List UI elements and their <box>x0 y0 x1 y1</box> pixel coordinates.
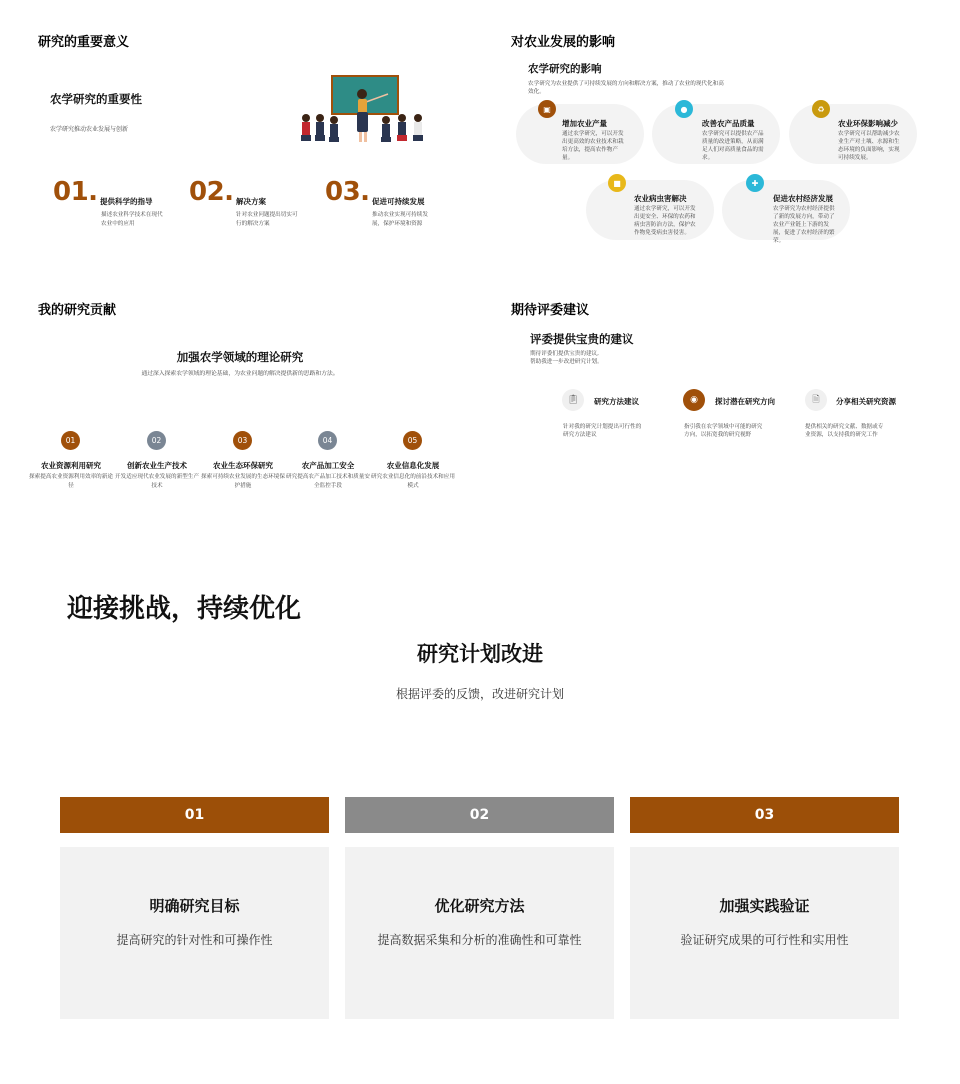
suggestion-desc: 针对我的研究计划提出可行性的研究方法建议 <box>563 424 642 438</box>
card-desc: 提高数据采集和分析的准确性和可靠性 <box>377 933 582 947</box>
impact-desc: 农学研究为农村经济提供了新的发展方向，带动了农业产业链上下游的发展，促进了农村经济的繁荣。 <box>773 206 835 244</box>
panel1-item-desc: 描述农业科学技术在现代农业中的应用 <box>101 212 163 227</box>
clipboard-icon: 📋︎ <box>562 389 584 411</box>
impact-label: 农业环保影响减少 <box>838 119 898 128</box>
improvement-card <box>630 847 899 1019</box>
suggestion-label: 分享相关研究资源 <box>836 397 896 406</box>
contribution-number: 03 <box>233 431 252 450</box>
panel1-item-number: 02. <box>189 177 234 207</box>
impact-desc: 通过农学研究，可以开发出更安全、环保的农药和病虫害防治方法，保护农作物免受病虫害侵害。 <box>634 206 696 236</box>
contribution-number: 04 <box>318 431 337 450</box>
growth-icon: ✚ <box>746 174 764 192</box>
contribution-desc: 研究农业信息化的前沿技术和应用模式 <box>371 474 455 489</box>
contribution-desc: 开发适应现代农业发展的新型生产技术 <box>115 474 199 489</box>
panel2-heading: 农学研究的影响 <box>528 63 602 75</box>
impact-label: 促进农村经济发展 <box>773 194 833 203</box>
panel4-subtitle-line1: 期待评委们提供宝贵的建议, <box>530 351 599 357</box>
impact-label: 增加农业产量 <box>562 119 607 128</box>
contribution-number: 01 <box>61 431 80 450</box>
suggestion-label: 研究方法建议 <box>594 397 639 406</box>
contribution-desc: 探索提高农业资源利用效率的新途径 <box>29 474 113 489</box>
card-number: 03 <box>630 797 899 833</box>
recycle-icon: ♻ <box>812 100 830 118</box>
panel5-title: 迎接挑战，持续优化 <box>67 594 302 624</box>
panel1-item-number: 03. <box>325 177 370 207</box>
contribution-label: 农业资源利用研究 <box>41 461 101 470</box>
card-title: 优化研究方法 <box>434 897 525 915</box>
card-number: 01 <box>60 797 329 833</box>
impact-label: 农业病虫害解决 <box>634 194 687 203</box>
panel4-heading: 评委提供宝贵的建议 <box>530 332 634 346</box>
teacher-classroom-illustration <box>296 72 432 148</box>
impact-desc: 农学研究可以提供农产品质量的改进策略，从而满足人们对高质量食品的需求。 <box>702 131 764 161</box>
impact-desc: 通过农学研究，可以开发出更高效的农业技术和栽培方法，提高农作物产量。 <box>562 131 624 161</box>
lightbulb-icon: ◉ <box>683 389 705 411</box>
suggestion-label: 探讨潜在研究方向 <box>715 397 775 406</box>
contribution-number: 02 <box>147 431 166 450</box>
panel2-intro: 农学研究为农业提供了可持续发展的方向和解决方案，推动了农业的现代化和高效化。 <box>528 81 724 95</box>
contribution-number: 05 <box>403 431 422 450</box>
panel2-title: 对农业发展的影响 <box>511 35 616 50</box>
contribution-label: 农业信息化发展 <box>386 461 440 470</box>
leaf-icon: ● <box>675 100 693 118</box>
panel1-item-desc: 推动农业实现可持续发展，保护环境和资源 <box>372 212 428 227</box>
panel1-subtitle: 农学研究推动农业发展与创新 <box>50 126 129 133</box>
panel1-item-label: 促进可持续发展 <box>372 197 425 206</box>
improvement-card <box>60 847 329 1019</box>
panel1-item-number: 01. <box>53 177 98 207</box>
bug-icon: ■ <box>608 174 626 192</box>
impact-desc: 农学研究可以帮助减少农业生产对土壤、水源和生态环境的负面影响，实现可持续发展。 <box>838 131 900 161</box>
panel1-item-label: 解决方案 <box>236 197 266 206</box>
panel1-item-desc: 针对农业问题提出切实可行的解决方案 <box>236 212 298 227</box>
suggestion-desc: 指引我在农学领域中可能的研究方向，以拓宽我的研究视野 <box>684 424 763 438</box>
impact-label: 改善农产品质量 <box>702 119 755 128</box>
panel1-title: 研究的重要意义 <box>38 35 130 50</box>
panel3-subtitle: 通过深入探索农学领域的理论基础，为农业问题的解决提供新的思路和方法。 <box>141 371 339 377</box>
improvement-card <box>345 847 614 1019</box>
contribution-desc: 研究提高农产品加工技术和质量安全监控手段 <box>286 474 370 489</box>
panel5-heading: 研究计划改进 <box>417 642 543 666</box>
panel1-heading: 农学研究的重要性 <box>50 92 142 106</box>
tractor-icon: ▣ <box>538 100 556 118</box>
contribution-desc: 探索可持续农业发展的生态环境保护措施 <box>201 474 285 489</box>
contribution-label: 创新农业生产技术 <box>127 461 187 470</box>
card-desc: 验证研究成果的可行性和实用性 <box>680 933 849 947</box>
panel5-subtitle: 根据评委的反馈，改进研究计划 <box>395 687 564 701</box>
card-title: 明确研究目标 <box>149 897 240 915</box>
card-number: 02 <box>345 797 614 833</box>
panel4-title: 期待评委建议 <box>511 303 590 318</box>
suggestion-desc: 提供相关的研究文献、数据或专业资源，以支持我的研究工作 <box>805 424 884 438</box>
panel1-item-label: 提供科学的指导 <box>100 197 153 206</box>
panel4-subtitle-line2: 帮助我进一步改进研究计划。 <box>530 359 603 365</box>
panel3-title: 我的研究贡献 <box>38 303 117 318</box>
card-desc: 提高研究的针对性和可操作性 <box>116 933 273 947</box>
document-icon: 🗎︎ <box>805 389 827 411</box>
card-title: 加强实践验证 <box>719 897 810 915</box>
panel3-heading: 加强农学领域的理论研究 <box>176 350 304 364</box>
contribution-label: 农业生态环保研究 <box>213 461 273 470</box>
contribution-label: 农产品加工安全 <box>301 461 355 470</box>
